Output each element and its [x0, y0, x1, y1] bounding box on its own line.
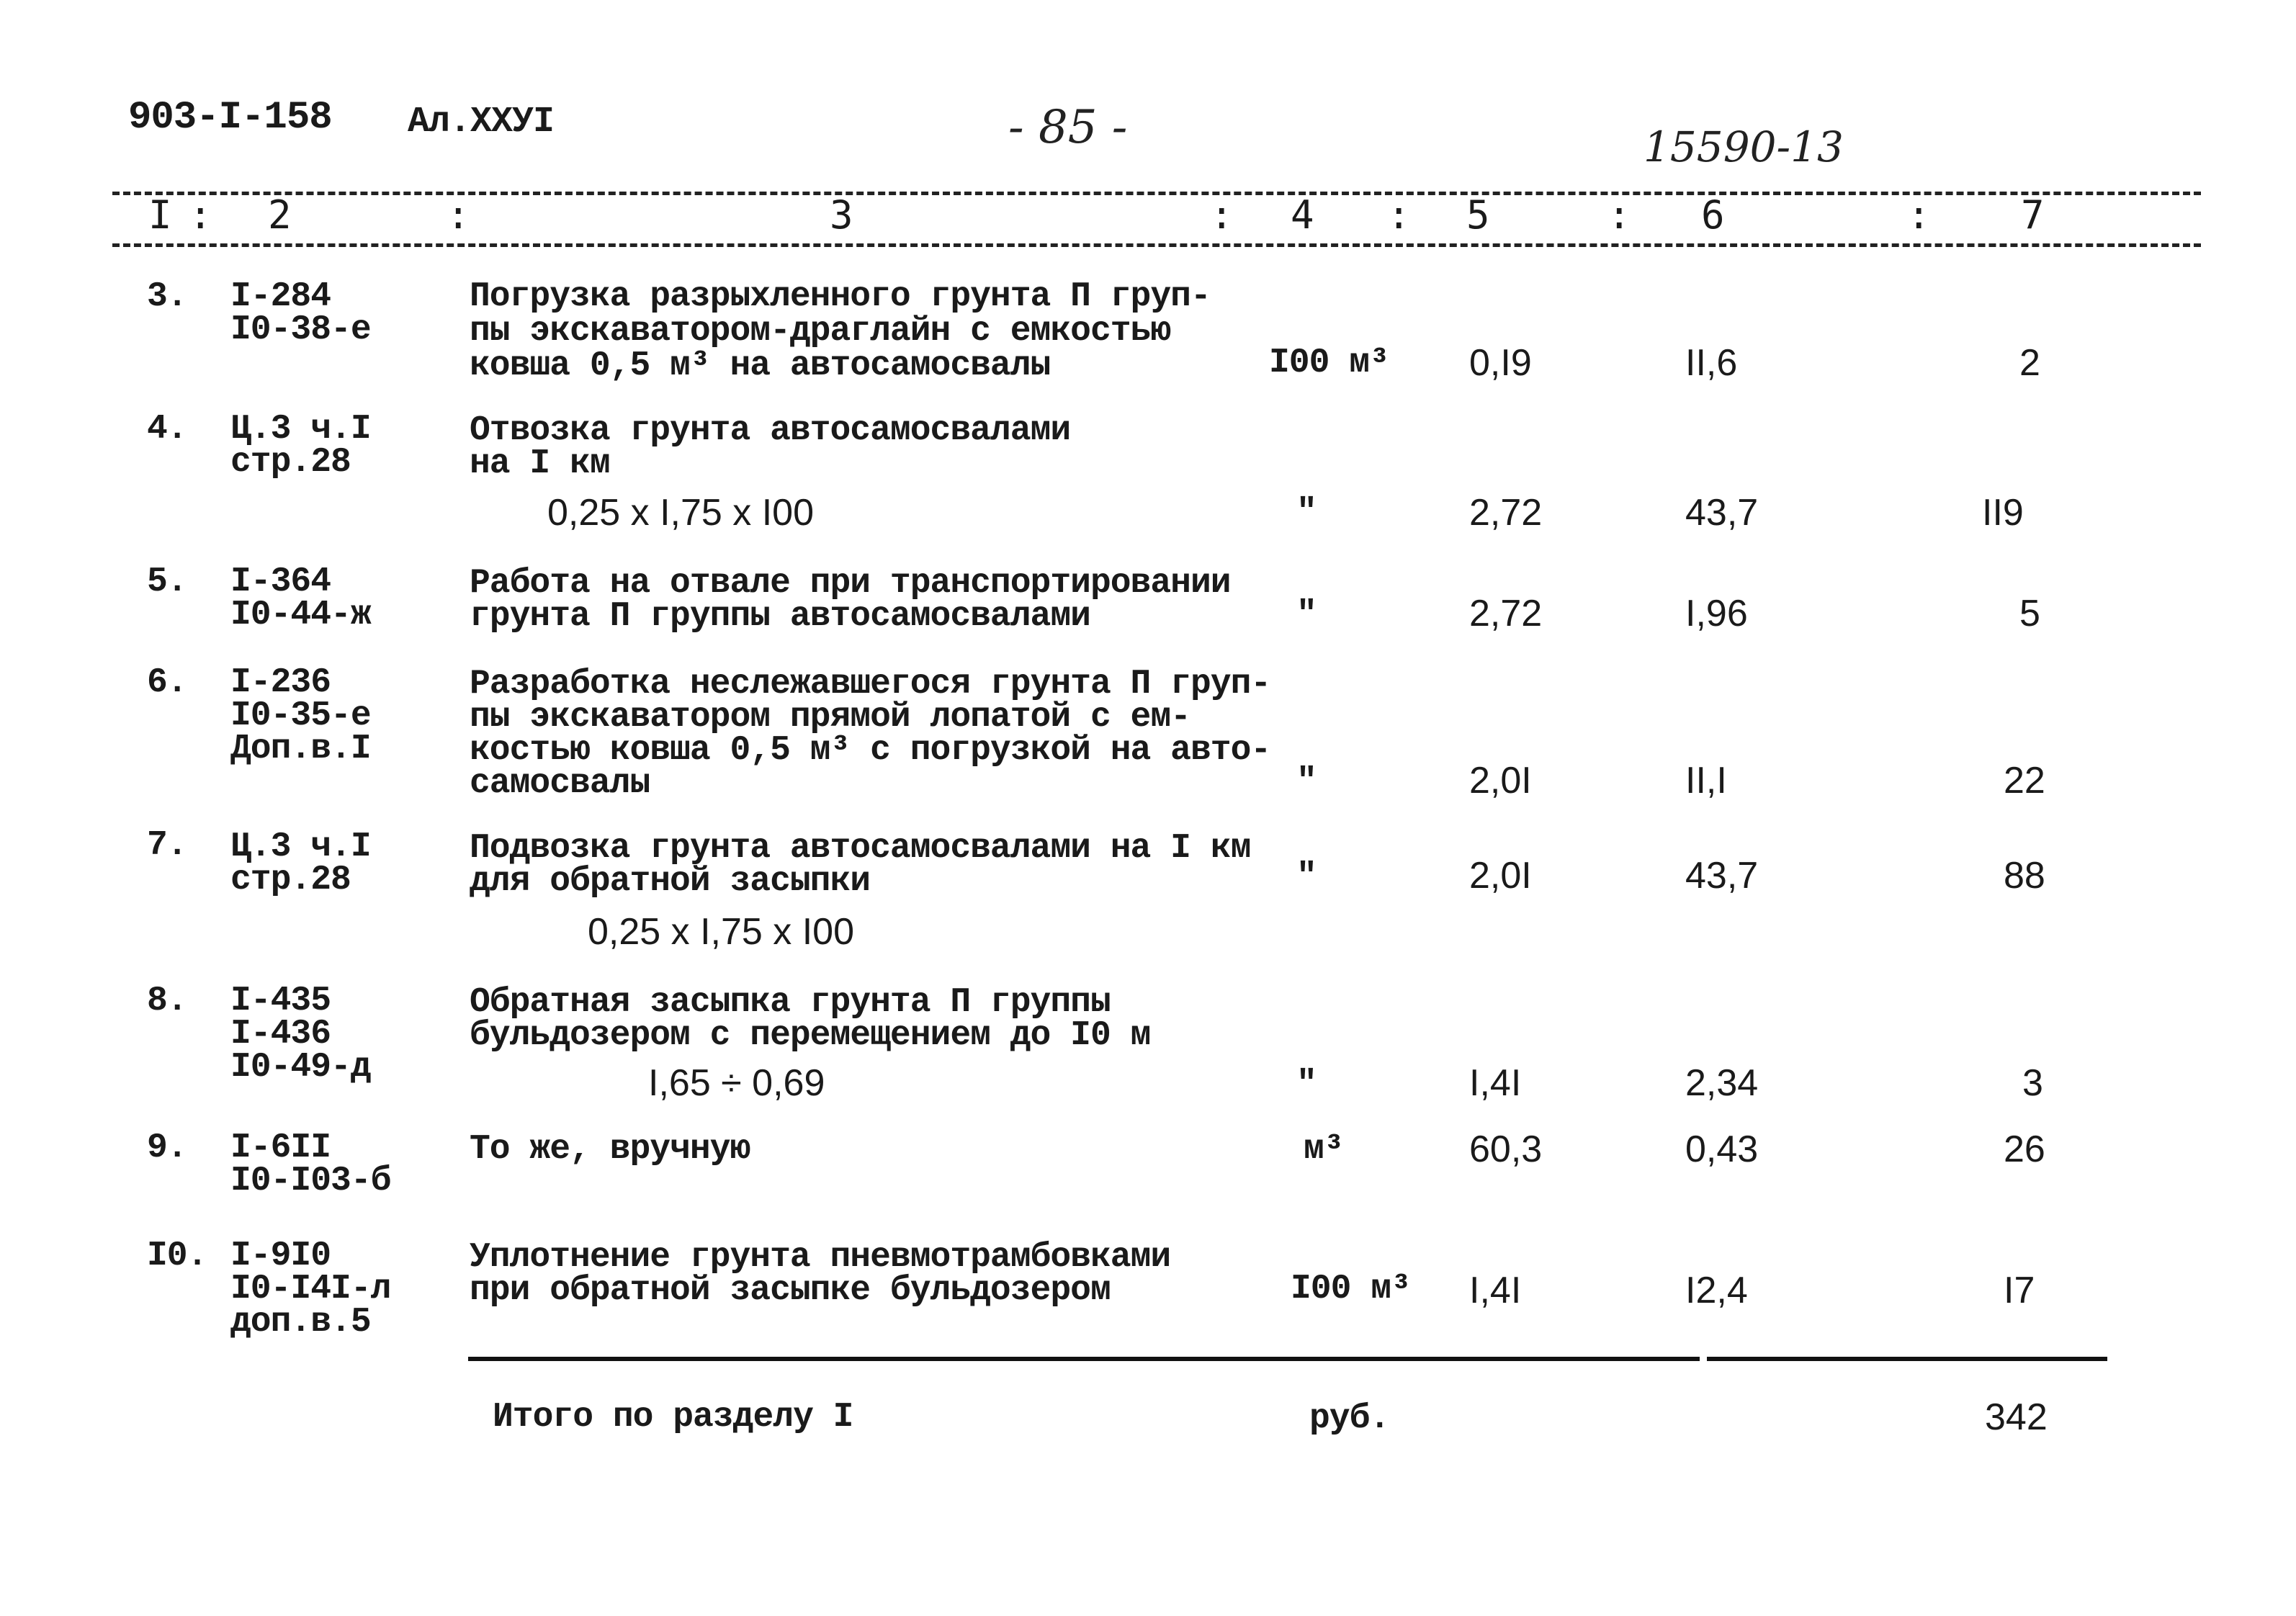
row-desc-line: Погрузка разрыхленного грунта П груп- — [470, 277, 1211, 316]
col-header-5: 5 — [1466, 192, 1490, 238]
row-unit: " — [1296, 596, 1317, 634]
header-top-rule — [112, 192, 2201, 195]
row-number: 3. — [147, 277, 187, 316]
row-price: II,I — [1685, 760, 1727, 802]
row-total: 2 — [2019, 342, 2040, 384]
row-unit: м³ — [1304, 1130, 1344, 1169]
row-desc-line: бульдозером с перемещением до I0 м — [470, 1016, 1151, 1055]
row-desc-line: костью ковша 0,5 м³ с погрузкой на авто- — [470, 731, 1271, 770]
row-desc-line: для обратной засыпки — [470, 862, 871, 901]
row-unit: I00 м³ — [1291, 1270, 1411, 1308]
col-sep: : — [189, 192, 212, 238]
row-number: 4. — [147, 410, 187, 449]
row-desc-line: Работа на отвале при транспортировании — [470, 564, 1231, 603]
row-price: 2,34 — [1685, 1062, 1759, 1104]
row-desc-line: пы экскаватором прямой лопатой с ем- — [470, 698, 1190, 737]
row-ref-line: стр.28 — [230, 861, 351, 899]
section-total-unit: руб. — [1309, 1399, 1390, 1438]
row-price: 43,7 — [1685, 855, 1759, 897]
section-total-label: Итого по разделу I — [493, 1398, 853, 1437]
row-unit: " — [1296, 763, 1317, 802]
row-ref-line: Доп.в.I — [230, 730, 371, 768]
row-desc-line: на I км — [470, 444, 610, 483]
row-unit: " — [1296, 1065, 1317, 1104]
total-rule — [468, 1357, 1700, 1361]
row-ref-line: I-435 — [230, 982, 331, 1020]
row-desc-line: пы экскаватором-драглайн с емкостью — [470, 312, 1171, 351]
row-ref-line: доп.в.5 — [230, 1303, 371, 1342]
row-qty: 2,72 — [1469, 492, 1543, 534]
col-sep: : — [1387, 192, 1411, 238]
row-ref-line: Ц.3 ч.I — [230, 827, 371, 866]
row-unit: " — [1296, 858, 1317, 897]
row-desc-line: То же, вручную — [470, 1130, 750, 1169]
row-desc-line: Подвозка грунта автосамосвалами на I км — [470, 829, 1251, 868]
row-price: I2,4 — [1685, 1270, 1748, 1311]
row-total: II9 — [1982, 492, 2024, 534]
page-number: - 85 - — [1008, 101, 1128, 154]
row-number: 8. — [147, 982, 187, 1020]
row-qty: 0,I9 — [1469, 342, 1532, 384]
row-ref-line: I-6II — [230, 1128, 331, 1167]
row-desc-line: Уплотнение грунта пневмотрамбовками — [470, 1238, 1171, 1277]
col-sep: : — [1210, 192, 1234, 238]
row-price: 43,7 — [1685, 492, 1759, 534]
row-total: 5 — [2019, 593, 2040, 634]
col-sep: : — [447, 192, 470, 238]
row-desc-line: ковша 0,5 м³ на автосамосвалы — [470, 346, 1051, 385]
row-ref-line: I0-I03-б — [230, 1162, 391, 1200]
row-ref-line: I0-I4I-л — [230, 1270, 391, 1308]
row-total: I7 — [2004, 1270, 2035, 1311]
handwritten-code: 15590-13 — [1643, 122, 1844, 171]
row-qty: 2,72 — [1469, 593, 1543, 634]
col-header-7: 7 — [2021, 192, 2045, 238]
row-unit: " — [1296, 493, 1317, 532]
col-header-4: 4 — [1291, 192, 1314, 238]
col-sep: : — [1607, 192, 1631, 238]
row-price: 0,43 — [1685, 1128, 1759, 1170]
row-qty: 2,0I — [1469, 855, 1532, 897]
row-total: 88 — [2004, 855, 2045, 897]
row-ref-line: I-364 — [230, 562, 331, 601]
row-price: I,96 — [1685, 593, 1748, 634]
total-rule — [1707, 1357, 2107, 1361]
album-number: Ал.XXУI — [408, 102, 555, 143]
header-bottom-rule — [112, 243, 2201, 247]
row-desc-line: Отвозка грунта автосамосвалами — [470, 411, 1071, 450]
row-formula: 0,25 х I,75 х I00 — [588, 911, 855, 953]
row-ref-line: I-284 — [230, 277, 331, 316]
row-number: 9. — [147, 1128, 187, 1167]
col-header-6: 6 — [1701, 192, 1725, 238]
row-formula: 0,25 х I,75 х I00 — [547, 492, 815, 534]
row-desc-line: самосвалы — [470, 764, 650, 803]
col-sep: : — [1907, 192, 1931, 238]
row-ref-line: I-9I0 — [230, 1236, 331, 1275]
row-desc-line: Разработка неслежавшегося грунта П груп- — [470, 665, 1271, 704]
row-ref-line: I-236 — [230, 663, 331, 702]
row-formula: I,65 ÷ 0,69 — [648, 1062, 825, 1104]
row-qty: 60,3 — [1469, 1128, 1543, 1170]
row-ref-line: Ц.3 ч.I — [230, 410, 371, 449]
row-ref-line: стр.28 — [230, 443, 351, 482]
row-unit: I00 м³ — [1269, 344, 1389, 382]
section-total-value: 342 — [1985, 1396, 2048, 1438]
document-code: 903-I-158 — [128, 96, 332, 140]
row-number: 5. — [147, 562, 187, 601]
row-total: 26 — [2004, 1128, 2045, 1170]
row-ref-line: I0-38-е — [230, 310, 371, 349]
col-header-2: 2 — [268, 192, 292, 238]
row-price: II,6 — [1685, 342, 1738, 384]
col-header-3: 3 — [830, 192, 853, 238]
row-qty: I,4I — [1469, 1270, 1522, 1311]
row-qty: I,4I — [1469, 1062, 1522, 1104]
row-ref-line: I0-35-е — [230, 696, 371, 735]
row-desc-line: при обратной засыпке бульдозером — [470, 1271, 1111, 1310]
row-total: 3 — [2022, 1062, 2043, 1104]
row-number: 6. — [147, 663, 187, 702]
row-desc-line: грунта П группы автосамосвалами — [470, 597, 1090, 636]
row-total: 22 — [2004, 760, 2045, 802]
col-header-1: I — [148, 192, 172, 238]
row-ref-line: I0-44-ж — [230, 596, 371, 634]
row-number: I0. — [147, 1236, 207, 1275]
row-desc-line: Обратная засыпка грунта П группы — [470, 983, 1111, 1022]
row-ref-line: I-436 — [230, 1015, 331, 1054]
row-number: 7. — [147, 826, 187, 865]
row-ref-line: I0-49-д — [230, 1048, 371, 1087]
row-qty: 2,0I — [1469, 760, 1532, 802]
